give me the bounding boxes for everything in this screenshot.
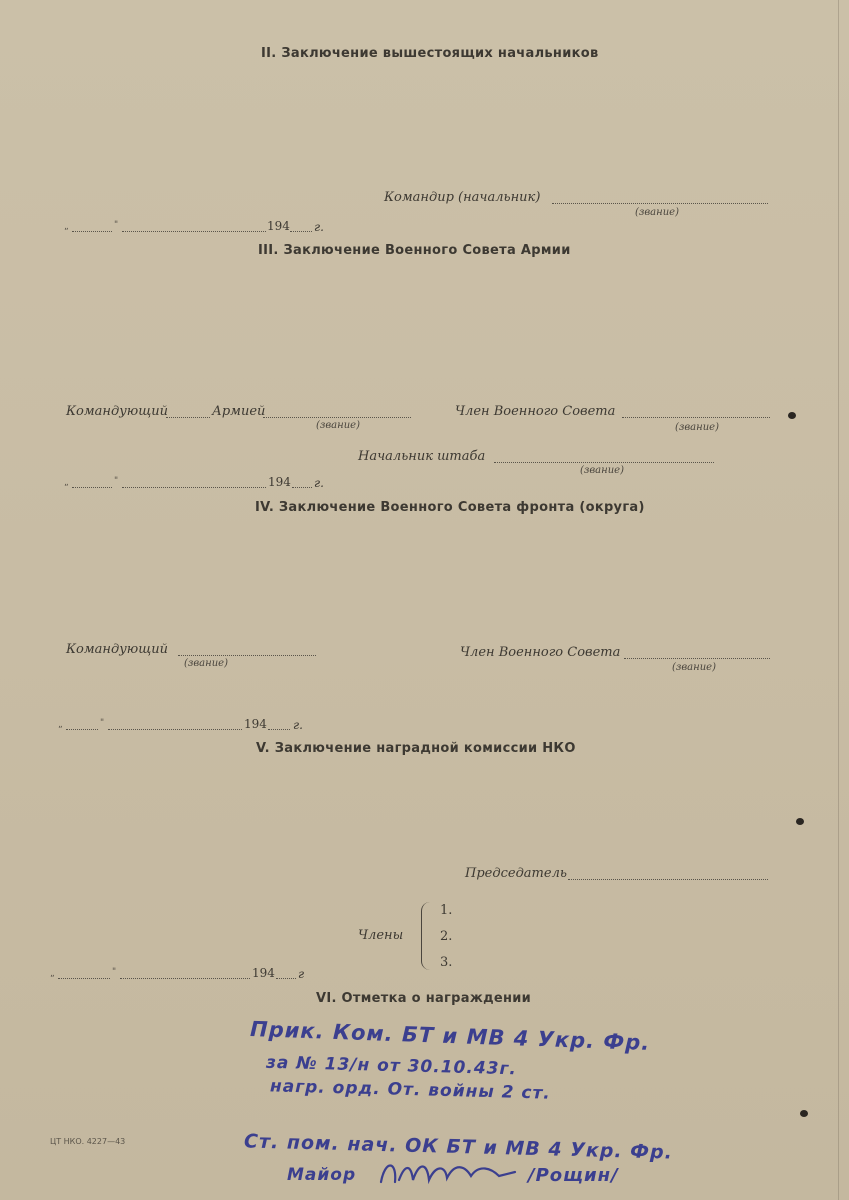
date-year: 194 xyxy=(267,219,290,233)
section-2-title: II. Заключение вышестоящих начальников xyxy=(261,46,599,61)
date-day-line-4 xyxy=(66,729,98,730)
date-month-line xyxy=(122,231,266,232)
council-member-label: Член Военного Совета xyxy=(455,404,616,419)
date-quote-close-4: " xyxy=(100,718,105,728)
date-g-3: г. xyxy=(314,476,324,490)
date-year-line xyxy=(290,231,312,232)
date-day-line xyxy=(72,231,112,232)
council-member-line xyxy=(622,417,770,418)
members-brace xyxy=(421,902,430,970)
date-quote-close-3: " xyxy=(114,476,119,486)
date-month-line-4 xyxy=(108,729,242,730)
handwritten-signature-name: /Рощин/ xyxy=(528,1165,619,1186)
chairman-label: Председатель xyxy=(465,866,567,881)
date-quote-open: „ xyxy=(64,222,69,232)
section-5-title: V. Заключение наградной комиссии НКО xyxy=(256,741,576,756)
chief-staff-rank-caption: (звание) xyxy=(580,465,624,476)
chief-staff-label: Начальник штаба xyxy=(358,449,486,464)
handwritten-signature-title: Ст. пом. нач. ОК БТ и МВ 4 Укр. Фр. xyxy=(243,1130,674,1164)
front-rank-caption: (звание) xyxy=(184,658,228,669)
date-month-line-5 xyxy=(120,978,250,979)
member-2-number: 2. xyxy=(440,929,453,944)
front-council-rank-caption: (звание) xyxy=(672,662,716,673)
army-line xyxy=(263,417,411,418)
section-3-title: III. Заключение Военного Совета Армии xyxy=(258,243,571,258)
date-quote-open-5: „ xyxy=(50,969,55,979)
rank-caption: (звание) xyxy=(635,207,679,218)
handwritten-signature-scribble xyxy=(375,1152,525,1192)
binding-hole-3 xyxy=(800,1110,808,1117)
date-year-5: 194 xyxy=(252,966,275,980)
handwritten-order-line-2: за № 13/н от 30.10.43г. xyxy=(265,1052,518,1080)
army-rank-caption: (звание) xyxy=(316,420,360,431)
date-year-line-4 xyxy=(268,729,290,730)
date-year-line-5 xyxy=(276,978,296,979)
date-quote-open-4: „ xyxy=(58,720,63,730)
members-label: Члены xyxy=(358,928,404,943)
print-code: ЦТ НКО. 4227—43 xyxy=(50,1137,126,1146)
commander-label: Командир (начальник) xyxy=(384,190,541,205)
front-council-member-label: Член Военного Совета xyxy=(460,645,621,660)
page-edge xyxy=(838,0,839,1200)
handwritten-signature-rank: Майор xyxy=(287,1165,357,1185)
binding-hole-2 xyxy=(796,818,804,825)
army-commander-line xyxy=(166,417,210,418)
commander-line xyxy=(552,203,768,204)
handwritten-order-line-3: нагр. орд. От. войны 2 ст. xyxy=(269,1076,552,1104)
section-4-title: IV. Заключение Военного Совета фронта (округа) xyxy=(255,500,645,515)
front-council-line xyxy=(624,658,770,659)
chairman-line xyxy=(568,879,768,880)
binding-hole-1 xyxy=(788,412,796,419)
army-commander-label: Командующий xyxy=(66,404,168,419)
member-1-number: 1. xyxy=(440,903,453,918)
date-quote-open-3: „ xyxy=(64,478,69,488)
date-day-line-3 xyxy=(72,487,112,488)
date-year-4: 194 xyxy=(244,717,267,731)
date-quote-close: " xyxy=(114,220,119,230)
date-year-3: 194 xyxy=(268,475,291,489)
date-g: г. xyxy=(314,220,324,234)
handwritten-order-line-1: Прик. Ком. БТ и МВ 4 Укр. Фр. xyxy=(249,1017,651,1055)
front-commander-label: Командующий xyxy=(66,642,168,657)
member-3-number: 3. xyxy=(440,955,453,970)
date-g-5: г xyxy=(298,967,305,981)
date-day-line-5 xyxy=(58,978,110,979)
date-year-line-3 xyxy=(292,487,312,488)
date-month-line-3 xyxy=(122,487,266,488)
council-rank-caption: (звание) xyxy=(675,422,719,433)
front-commander-line xyxy=(178,655,316,656)
date-g-4: г. xyxy=(293,718,303,732)
chief-staff-line xyxy=(494,462,714,463)
date-quote-close-5: " xyxy=(112,967,117,977)
army-label: Армией xyxy=(212,404,266,419)
section-6-title: VI. Отметка о награждении xyxy=(316,991,532,1006)
